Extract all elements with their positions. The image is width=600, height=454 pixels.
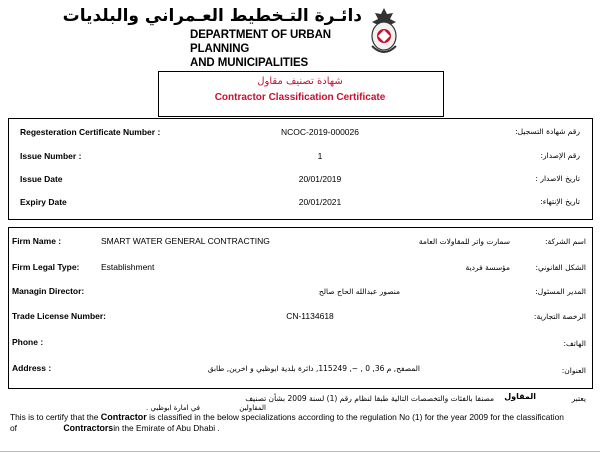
trade-license-label-arabic: الرخصة التجارية: [533,312,586,321]
firm-legal-type-value: Establishment [101,262,155,272]
address-label: Address : [12,363,52,373]
firm-legal-type-label: Firm Legal Type: [12,262,80,272]
registration-number-label: Regesteration Certificate Number : [20,127,161,137]
managing-director-label: Managin Director: [12,286,85,296]
registration-number-label-arabic: رقم شهادة التسجيل: [515,127,580,136]
certificate-title-english: Contractor Classification Certificate [214,92,386,103]
firm-legal-type-value-arabic: مؤسسة فردية [465,263,510,272]
trade-license-value: CN-1134618 [286,311,334,321]
expiry-date-label: Expiry Date [20,197,67,207]
issue-date-label-arabic: تاريخ الاصدار : [535,174,580,183]
org-name-english-line2: AND MUNICIPALITIES [190,57,309,69]
issue-date-label: Issue Date [20,174,63,184]
statement-considered-arabic: يعتبر [571,394,586,403]
firm-name-value-arabic: سمارت واتر للمقاولات العامة [418,237,510,246]
certificate-title-arabic: شهادة تصنيف مقاول [257,76,343,87]
statement-emirate-arabic: في امارة ابوظبي . [146,404,200,412]
statement-line1-arabic: مصنفا بالفئات والتخصصات التالية طبقا لنظام رقم (1) لسنة 2009 بشأن تصنيف [245,394,494,403]
statement-middle: is classified in the below specializations according to the regulation No (1) for the year 2009 for the classification [149,412,564,422]
statement-contractor-word: Contractor [100,412,147,422]
phone-label-arabic: الهاتف: [563,339,586,348]
firm-legal-type-label-arabic: الشكل القانوني: [535,263,586,272]
expiry-date-label-arabic: تاريخ الإنتهاء: [540,197,580,206]
statement-suffix: in the Emirate of Abu Dhabi . [113,423,220,433]
issue-date-value: 20/01/2019 [298,174,342,184]
registration-number-value: NCOC-2019-000026 [281,127,359,137]
issue-number-label-arabic: رقم الإصدار: [540,151,580,160]
address-value-arabic: المصفح, م 36, 0 , ~, 115249, دائرة بلدية ابوظبي و اخرين, طابق [207,364,420,373]
trade-license-label: Trade License Number: [12,311,107,321]
firm-name-label: Firm Name : [12,236,62,246]
org-name-english [190,28,362,70]
statement-prefix: This is to certify that the [10,412,99,422]
org-name-english-line1: DEPARTMENT OF URBAN PLANNING [190,29,331,55]
statement-contractor-arabic: المقاول [504,392,536,401]
statement-contractors-word: Contractors [63,423,114,433]
firm-name-value: SMART WATER GENERAL CONTRACTING [101,236,270,246]
issue-number-value: 1 [317,151,323,161]
managing-director-value-arabic: منصور عبدالله الحاج صالح [318,287,400,296]
expiry-date-value: 20/01/2021 [298,197,342,207]
issue-number-label: Issue Number : [20,151,82,161]
statement-of: of [10,423,17,433]
statement-contractors-arabic: المقاولين [239,404,266,412]
address-label-arabic: العنوان: [561,366,586,375]
firm-name-label-arabic: اسم الشركة: [544,237,586,246]
page-bottom-divider [0,451,600,452]
abu-dhabi-falcon-emblem-icon [366,6,402,58]
org-name-arabic: دائـرة التـخطيط العـمراني والبلديات [62,6,362,26]
managing-director-label-arabic: المدير المسئول: [535,287,586,296]
phone-label: Phone : [12,337,44,347]
statement-english-line2 [10,422,595,434]
